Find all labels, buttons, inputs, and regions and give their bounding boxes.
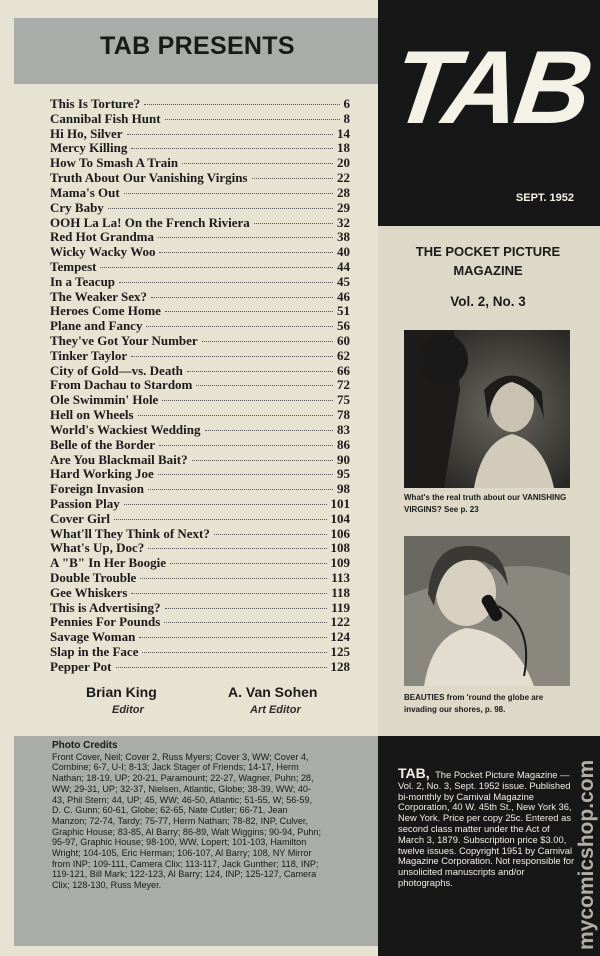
toc-leader-dots: [159, 444, 333, 446]
toc-title: Belle of the Border: [50, 436, 156, 452]
toc-leader-dots: [205, 429, 333, 431]
page-title: TAB PRESENTS: [100, 32, 295, 60]
toc-entry: [50, 466, 350, 481]
toc-entry: [50, 629, 350, 644]
toc-leader-dots: [131, 147, 333, 149]
toc-title: How To Smash A Train: [50, 155, 179, 171]
toc-page-number: 83: [337, 421, 350, 437]
toc-title: Hard Working Joe: [50, 466, 154, 482]
toc-page-number: 46: [337, 288, 350, 304]
toc-leader-dots: [148, 488, 333, 490]
toc-title: The Weaker Sex?: [50, 288, 148, 304]
toc-leader-dots: [131, 592, 327, 594]
toc-entry: [50, 437, 350, 452]
toc-title: Hell on Wheels: [50, 407, 134, 423]
vanishing-virgins-photo: [404, 330, 570, 488]
toc-entry: [50, 200, 350, 215]
toc-entry: [50, 170, 350, 185]
toc-entry: [50, 111, 350, 126]
publication-name: TAB,: [398, 765, 430, 781]
toc-entry: [50, 244, 350, 259]
beauties-photo: [404, 536, 570, 686]
toc-title: From Dachau to Stardom: [50, 377, 193, 393]
toc-page-number: 118: [331, 584, 350, 600]
toc-leader-dots: [254, 222, 333, 224]
toc-leader-dots: [164, 621, 326, 623]
magazine-subtitle: [398, 242, 578, 280]
toc-page-number: 113: [331, 570, 350, 585]
toc-entry: [50, 392, 350, 407]
toc-title: Pennies For Pounds: [50, 614, 161, 630]
toc-title: In a Teacup: [50, 273, 116, 289]
toc-page-number: 119: [331, 599, 350, 615]
issue-date: SEPT. 1952: [515, 192, 574, 204]
photo-illustration: [404, 330, 570, 488]
toc-page-number: 28: [337, 184, 350, 200]
toc-entry: [50, 318, 350, 333]
toc-title: Gee Whiskers: [50, 584, 128, 600]
toc-page-number: 124: [330, 629, 350, 645]
toc-leader-dots: [124, 192, 333, 194]
toc-entry: [50, 185, 350, 200]
toc-title: Foreign Invasion: [50, 481, 145, 497]
toc-entry: [50, 570, 350, 585]
toc-title: They've Got Your Number: [50, 333, 198, 348]
toc-leader-dots: [138, 414, 333, 416]
toc-page-number: 78: [337, 407, 350, 423]
toc-page-number: 90: [337, 451, 350, 467]
toc-leader-dots: [192, 459, 333, 461]
toc-page-number: 98: [337, 481, 350, 497]
toc-entry: [50, 333, 350, 348]
toc-leader-dots: [196, 384, 333, 386]
toc-page-number: 44: [337, 258, 350, 274]
toc-entry: [50, 452, 350, 467]
toc-title: Ole Swimmin' Hole: [50, 392, 159, 408]
toc-page-number: 108: [330, 540, 350, 556]
toc-title: What'll They Think of Next?: [50, 525, 210, 541]
toc-leader-dots: [119, 281, 333, 283]
toc-leader-dots: [116, 666, 327, 668]
toc-title: Wicky Wacky Woo: [50, 244, 156, 260]
toc-page-number: 66: [337, 362, 350, 378]
art-editor: [228, 684, 317, 716]
toc-leader-dots: [182, 162, 333, 164]
toc-leader-dots: [114, 518, 326, 520]
toc-leader-dots: [146, 325, 333, 327]
toc-title: Red Hot Grandma: [50, 229, 154, 245]
toc-leader-dots: [127, 133, 333, 135]
toc-leader-dots: [159, 251, 333, 253]
toc-title: OOH La La! On the French Riviera: [50, 214, 250, 230]
toc-page-number: 6: [343, 96, 350, 111]
toc-title: Heroes Come Home: [50, 303, 161, 319]
toc-page-number: 51: [337, 303, 350, 319]
toc-title: A "B" In Her Boogie: [50, 555, 167, 571]
toc-page-number: 101: [330, 495, 350, 511]
toc-entry: [50, 555, 350, 570]
toc-page-number: 128: [330, 658, 350, 674]
photo-credits-body: Front Cover, Neil; Cover 2, Russ Myers; Cover 3, WW; Cover 4, Combine; 6-7, U-I; 8-13; Jack Stager of Friends; 14-17, Herm Nathan; 18-19, UP; 20-21, Paramount; 22-27, Wagner, Puhn; 28, WW; 29-31, UP; 32-37, Nielsen, Atlantic, Globe; 38-39, WW; 40-43, Phil Stern; 44, UP; 45, WW; 46-50, Atlantic; 51-55, W; 56-59, D. C. Gunn; 60-61, Globe; 62-65, Nate Cutler; 66-71, Jean Manzon; 72-74, Tardy; 75-77, Herm Nathan; 78-82, INP, Culver, Graphic House; 83-85, Al Barry; 86-89, Walt Wiggins; 90-94, Puhn; 95-97, Graphic House; 98-100, WW, Lopert; 101-103, Hamilton Wright; 104-105, Eric Herman; 106-107, Al Barry; 108, NY Mirror from INP; 109-111, Camera Clix; 113-117, Jack Gunther; 118, INP; 119-121, Bill Mark; 122-123, Al Barry; 124, INP; 125-127, Camera Clix; 128-130, Russ Meyer.: [52, 751, 322, 891]
toc-leader-dots: [124, 503, 327, 505]
toc-page-number: 20: [337, 155, 350, 171]
toc-page-number: 109: [330, 555, 350, 571]
toc-entry: [50, 363, 350, 378]
toc-entry: [50, 259, 350, 274]
toc-leader-dots: [142, 651, 326, 653]
watermark: mycomicshop.com: [575, 759, 598, 950]
toc-page-number: 29: [337, 199, 350, 215]
toc-entry: [50, 585, 350, 600]
photo-caption-1: What's the real truth about our VANISHING VIRGINS? See p. 23: [404, 493, 567, 514]
toc-leader-dots: [158, 236, 333, 238]
photo-illustration-2: [404, 536, 570, 686]
toc-entry: [50, 155, 350, 170]
volume-number: Vol. 2, No. 3: [450, 294, 526, 309]
toc-title: Hi Ho, Silver: [50, 125, 123, 141]
toc-title: Tempest: [50, 258, 97, 274]
toc-page-number: 56: [337, 318, 350, 334]
toc-leader-dots: [214, 533, 327, 535]
toc-leader-dots: [100, 266, 333, 268]
toc-entry: [50, 96, 350, 111]
toc-leader-dots: [144, 103, 339, 105]
toc-title: City of Gold—vs. Death: [50, 362, 183, 378]
toc-leader-dots: [162, 399, 333, 401]
contents-header: [14, 18, 378, 84]
tab-logo: TAB: [385, 30, 596, 146]
toc-leader-dots: [151, 296, 333, 298]
toc-page-number: 72: [337, 377, 350, 393]
toc-page-number: 60: [337, 333, 350, 348]
toc-page-number: 32: [337, 214, 350, 230]
toc-title: Are You Blackmail Bait?: [50, 451, 188, 467]
toc-leader-dots: [131, 355, 333, 357]
toc-title: Cannibal Fish Hunt: [50, 110, 161, 126]
toc-entry: [50, 348, 350, 363]
toc-leader-dots: [165, 310, 333, 312]
toc-entry: [50, 422, 350, 437]
toc-page-number: 86: [337, 436, 350, 452]
toc-title: Cry Baby: [50, 199, 104, 215]
toc-page-number: 38: [337, 229, 350, 245]
toc-page-number: 125: [330, 644, 350, 660]
toc-entry: [50, 526, 350, 541]
toc-entry: [50, 289, 350, 304]
toc-leader-dots: [165, 118, 340, 120]
toc-title: This Is Torture?: [50, 96, 141, 111]
table-of-contents: [50, 96, 350, 674]
toc-leader-dots: [252, 177, 334, 179]
art-editor-role: Art Editor: [250, 704, 301, 716]
photo-caption-2: BEAUTIES from 'round the globe are invading our shores, p. 98.: [404, 693, 544, 714]
magazine-subtitle-line1: THE POCKET PICTURE: [415, 244, 561, 259]
toc-title: Mama's Out: [50, 184, 120, 200]
toc-leader-dots: [165, 607, 328, 609]
toc-title: Tinker Taylor: [50, 347, 128, 363]
toc-page-number: 8: [343, 110, 350, 126]
masthead: [378, 0, 600, 226]
toc-page-number: 45: [337, 273, 350, 289]
toc-page-number: 22: [337, 170, 350, 186]
toc-title: Slap in the Face: [50, 644, 139, 660]
toc-page-number: 106: [330, 525, 350, 541]
toc-title: Mercy Killing: [50, 140, 128, 156]
toc-title: Plane and Fancy: [50, 318, 143, 334]
editor-role: Editor: [112, 704, 144, 716]
toc-page-number: 95: [337, 466, 350, 482]
toc-entry: [50, 614, 350, 629]
toc-leader-dots: [108, 207, 333, 209]
toc-leader-dots: [148, 547, 326, 549]
toc-entry: [50, 140, 350, 155]
toc-title: This is Advertising?: [50, 599, 161, 615]
toc-entry: [50, 481, 350, 496]
toc-entry: [50, 274, 350, 289]
toc-title: Savage Woman: [50, 629, 136, 645]
toc-title: Cover Girl: [50, 510, 111, 526]
toc-entry: [50, 215, 350, 230]
editors-block: [60, 684, 360, 724]
toc-leader-dots: [140, 577, 327, 579]
toc-page-number: 62: [337, 347, 350, 363]
photo-credits-heading: Photo Credits: [52, 740, 118, 751]
toc-page-number: 122: [330, 614, 350, 630]
toc-entry: [50, 496, 350, 511]
toc-title: World's Wackiest Wedding: [50, 421, 201, 437]
toc-entry: [50, 377, 350, 392]
toc-page-number: 40: [337, 244, 350, 260]
editor-name: Brian King: [86, 684, 157, 700]
magazine-subtitle-line2: MAGAZINE: [453, 263, 523, 278]
toc-entry: [50, 303, 350, 318]
toc-entry: [50, 407, 350, 422]
toc-title: Passion Play: [50, 495, 120, 511]
art-editor-name: A. Van Sohen: [228, 684, 318, 700]
toc-page-number: 14: [337, 125, 350, 141]
toc-entry: [50, 229, 350, 244]
editor: [86, 684, 157, 716]
toc-title: Pepper Pot: [50, 658, 112, 674]
toc-page-number: 104: [330, 510, 350, 526]
toc-entry: [50, 540, 350, 555]
toc-entry: [50, 644, 350, 659]
toc-leader-dots: [170, 562, 326, 564]
toc-entry: [50, 659, 350, 674]
photo-credits: [52, 741, 322, 891]
publication-details: The Pocket Picture Magazine — Vol. 2, No. 3, Sept. 1952 issue. Published bi-monthly by Carnival Magazine Corporation, 40 W. 45th St., New York 36, New York. Price per copy 25c. Entered as second class matter under the Act of March 3, 1879. Subscription price $3.00, twelve issues. Copyright 1951 by Carnival Magazine Corporation. Not responsible for unsolicited manuscripts and/or photographs.: [398, 769, 575, 888]
toc-page-number: 18: [337, 140, 350, 156]
toc-page-number: 75: [337, 392, 350, 408]
toc-title: Double Trouble: [50, 570, 137, 585]
toc-title: What's Up, Doc?: [50, 540, 145, 556]
publication-info: [398, 765, 576, 889]
toc-entry: [50, 511, 350, 526]
toc-leader-dots: [202, 340, 333, 342]
toc-leader-dots: [158, 473, 333, 475]
toc-entry: [50, 600, 350, 615]
toc-entry: [50, 126, 350, 141]
toc-leader-dots: [187, 370, 333, 372]
toc-title: Truth About Our Vanishing Virgins: [50, 170, 248, 186]
toc-leader-dots: [139, 636, 326, 638]
